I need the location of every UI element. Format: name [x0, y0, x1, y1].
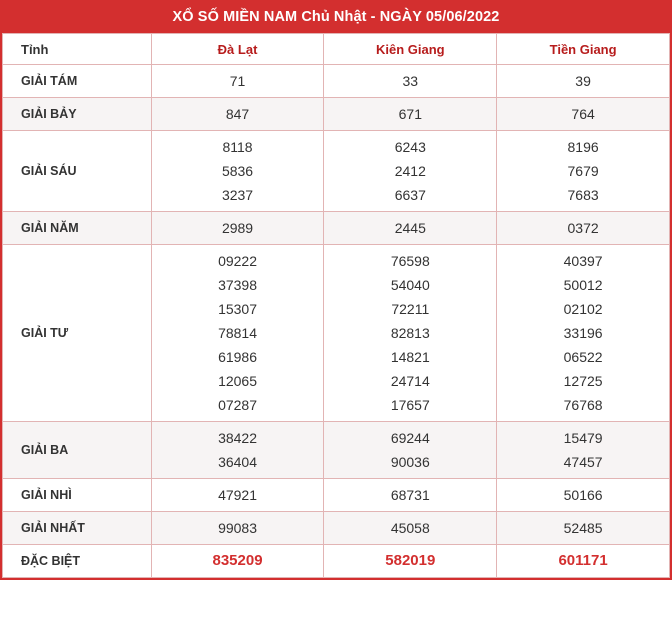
- table-row: [3, 422, 670, 479]
- prize-numbers-cell: [324, 98, 497, 131]
- table-row: [3, 479, 670, 512]
- prize-label: GIẢI NHẤT: [3, 512, 152, 545]
- prize-number: 8196: [567, 139, 599, 155]
- prize-number: 61986: [218, 349, 257, 365]
- prize-number: 99083: [218, 520, 257, 536]
- prize-number: 07287: [218, 397, 257, 413]
- table-row: [3, 245, 670, 422]
- prize-number: 7679: [567, 163, 599, 179]
- prize-number: 37398: [218, 277, 257, 293]
- prize-number: 582019: [385, 552, 436, 569]
- prize-numbers-cell: [151, 545, 324, 578]
- prize-numbers-cell: [324, 479, 497, 512]
- prize-label: GIẢI TƯ: [3, 245, 152, 422]
- prize-number: 24714: [390, 373, 430, 389]
- prize-number: 39: [575, 73, 591, 89]
- prize-number: 8118: [222, 139, 253, 155]
- lottery-result-table: [2, 33, 670, 578]
- prize-number: 82813: [390, 325, 430, 341]
- prize-label: GIẢI NHÌ: [3, 479, 152, 512]
- prize-numbers-cell: [497, 65, 670, 98]
- prize-number: 17657: [390, 397, 430, 413]
- prize-number: 6243: [394, 139, 426, 155]
- prize-number: 69244: [390, 430, 430, 446]
- prize-number: 2445: [394, 220, 426, 236]
- prize-number: 90036: [390, 454, 430, 470]
- prize-number: 2989: [221, 220, 254, 236]
- prize-number: 38422: [218, 430, 257, 446]
- prize-numbers-cell: [497, 245, 670, 422]
- prize-number: 50166: [563, 487, 603, 503]
- prize-number: 835209: [212, 552, 263, 569]
- prize-label: GIẢI BẢY: [3, 98, 152, 131]
- prize-label: GIẢI TÁM: [3, 65, 152, 98]
- prize-numbers-cell: [324, 422, 497, 479]
- prize-number: 47921: [218, 487, 257, 503]
- column-header-da-lat: Đà Lạt: [151, 34, 324, 65]
- prize-number: 15479: [563, 430, 603, 446]
- prize-number: 45058: [390, 520, 430, 536]
- prize-number: 72211: [391, 301, 430, 317]
- prize-number: 36404: [218, 454, 257, 470]
- prize-numbers-cell: [497, 131, 670, 212]
- table-body: [3, 65, 670, 578]
- prize-number: 50012: [563, 277, 603, 293]
- prize-numbers-cell: [324, 212, 497, 245]
- column-header-kien-giang: Kiên Giang: [324, 34, 497, 65]
- prize-numbers-cell: [497, 212, 670, 245]
- prize-number: 09222: [218, 253, 257, 269]
- table-row: [3, 212, 670, 245]
- page-title: XỔ SỐ MIỀN NAM Chủ Nhật - NGÀY 05/06/2022: [2, 2, 670, 33]
- prize-numbers-cell: [151, 479, 324, 512]
- prize-numbers-cell: [324, 131, 497, 212]
- prize-numbers-cell: [497, 98, 670, 131]
- prize-number: 33: [402, 73, 419, 89]
- prize-number: 76598: [390, 253, 430, 269]
- prize-number: 06522: [563, 349, 603, 365]
- table-row: [3, 512, 670, 545]
- prize-numbers-cell: [151, 212, 324, 245]
- table-header: [3, 34, 670, 65]
- prize-number: 671: [398, 106, 422, 122]
- prize-numbers-cell: [151, 65, 324, 98]
- prize-number: 12065: [218, 373, 257, 389]
- prize-numbers-cell: [151, 131, 324, 212]
- prize-numbers-cell: [324, 512, 497, 545]
- prize-number: 601171: [558, 552, 608, 569]
- prize-number: 764: [571, 106, 595, 122]
- prize-number: 40397: [563, 253, 603, 269]
- prize-label: GIẢI SÁU: [3, 131, 152, 212]
- prize-number: 3237: [221, 187, 254, 203]
- prize-number: 02102: [563, 301, 603, 317]
- prize-number: 7683: [567, 187, 599, 203]
- prize-label: ĐẶC BIỆT: [3, 545, 152, 578]
- prize-numbers-cell: [324, 245, 497, 422]
- prize-number: 0372: [567, 220, 599, 236]
- prize-number: 2412: [394, 163, 426, 179]
- prize-numbers-cell: [497, 512, 670, 545]
- prize-numbers-cell: [151, 98, 324, 131]
- prize-number: 68731: [390, 487, 430, 503]
- prize-number: 12725: [563, 373, 603, 389]
- prize-numbers-cell: [497, 479, 670, 512]
- prize-numbers-cell: [497, 545, 670, 578]
- prize-label: GIẢI NĂM: [3, 212, 152, 245]
- prize-number: 76768: [563, 397, 603, 413]
- prize-number: 78814: [218, 325, 257, 341]
- prize-numbers-cell: [151, 245, 324, 422]
- prize-number: 5836: [221, 163, 254, 179]
- table-header-row: [3, 34, 670, 65]
- table-row: [3, 131, 670, 212]
- prize-number: 15307: [218, 301, 257, 317]
- table-row: [3, 98, 670, 131]
- prize-numbers-cell: [151, 512, 324, 545]
- prize-number: 6637: [394, 187, 426, 203]
- prize-numbers-cell: [497, 422, 670, 479]
- prize-number: 52485: [563, 520, 603, 536]
- table-row: [3, 65, 670, 98]
- prize-number: 14821: [390, 349, 430, 365]
- prize-number: 33196: [563, 325, 603, 341]
- prize-number: 71: [229, 73, 246, 89]
- prize-numbers-cell: [324, 545, 497, 578]
- prize-number: 54040: [390, 277, 430, 293]
- table-row: [3, 545, 670, 578]
- prize-label: GIẢI BA: [3, 422, 152, 479]
- column-header-tien-giang: Tiền Giang: [497, 34, 670, 65]
- prize-number: 47457: [563, 454, 603, 470]
- prize-numbers-cell: [324, 65, 497, 98]
- column-header-province-label: Tỉnh: [3, 34, 152, 65]
- prize-number: 847: [225, 106, 250, 122]
- prize-numbers-cell: [151, 422, 324, 479]
